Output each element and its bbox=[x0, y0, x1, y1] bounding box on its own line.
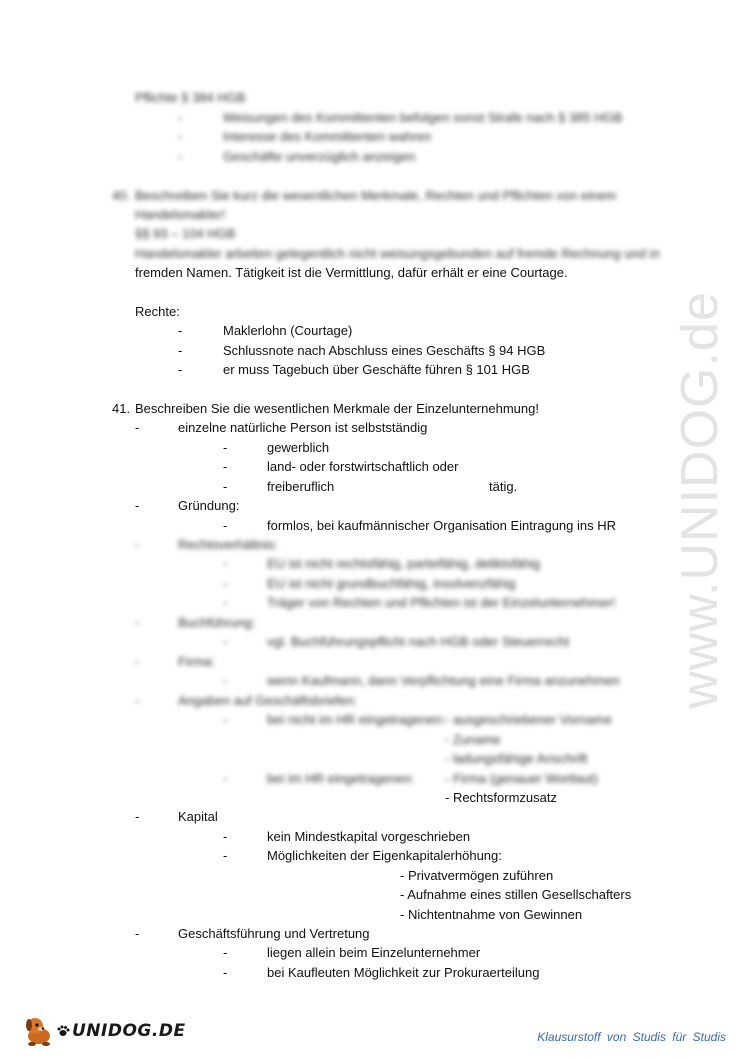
list-item: EU ist nicht rechtsfähig, parteifähig, deliktsfähig bbox=[267, 556, 541, 571]
list-item: Geschäfte unverzüglich anzeigen bbox=[223, 149, 416, 164]
list-item: Schlussnote nach Abschluss eines Geschäfts § 94 HGB bbox=[223, 343, 546, 358]
list-dash: - bbox=[223, 634, 228, 649]
list-dash: - bbox=[135, 926, 140, 941]
list-item: er muss Tagebuch über Geschäfte führen § 101 HGB bbox=[223, 362, 530, 377]
list-dash: - bbox=[178, 323, 183, 338]
list-dash: - bbox=[135, 498, 140, 513]
list-item: vgl. Buchführungspflicht nach HGB oder Steuerrecht bbox=[267, 634, 570, 649]
list-subitem: - Firma (genauer Wortlaut) bbox=[445, 771, 598, 786]
list-item: liegen allein beim Einzelunternehmer bbox=[267, 945, 481, 960]
list-dash: - bbox=[223, 595, 228, 610]
list-dash: - bbox=[135, 420, 140, 435]
list-dash: - bbox=[178, 129, 183, 144]
list-subitem: - ladungsfähige Anschrift bbox=[445, 751, 588, 766]
list-dash: - bbox=[135, 654, 140, 669]
paragraph-reference: §§ 93 – 104 HGB bbox=[135, 226, 236, 241]
list-dash: - bbox=[223, 556, 228, 571]
footer-slogan: Klausurstoff von Studis für Studis bbox=[537, 1030, 726, 1044]
question-number: 41. bbox=[112, 401, 131, 416]
gf-heading: Geschäftsführung und Vertretung bbox=[178, 926, 370, 941]
list-item: gewerblich bbox=[267, 440, 330, 455]
question-text: Handelsmakler! bbox=[135, 207, 226, 222]
list-item: Möglichkeiten der Eigenkapitalerhöhung: bbox=[267, 848, 502, 863]
list-item: EU ist nicht grundbuchfähig, insolvenzfähig bbox=[267, 576, 516, 591]
question-text: Beschreiben Sie die wesentlichen Merkmale der Einzelunternehmung! bbox=[135, 401, 539, 416]
kapital-heading: Kapital bbox=[178, 809, 218, 824]
list-item: kein Mindestkapital vorgeschrieben bbox=[267, 829, 471, 844]
intro-text: fremden Namen. Tätigkeit ist die Vermittlung, dafür erhält er eine Courtage. bbox=[135, 265, 568, 280]
list-item: Maklerlohn (Courtage) bbox=[223, 323, 353, 338]
list-item: formlos, bei kaufmännischer Organisation Eintragung ins HR bbox=[267, 518, 617, 533]
list-subitem: - Zuname bbox=[445, 732, 501, 747]
list-item: land- oder forstwirtschaftlich oder bbox=[267, 459, 459, 474]
list-item: freiberuflich bbox=[267, 479, 335, 494]
buchfuehrung-heading: Buchführung: bbox=[178, 615, 256, 630]
angaben-heading: Angaben auf Geschäftsbriefen: bbox=[178, 693, 358, 708]
list-dash: - bbox=[223, 945, 228, 960]
list-dash: - bbox=[135, 615, 140, 630]
list-item: bei im HR eingetragenen: bbox=[267, 771, 415, 786]
list-dash: - bbox=[223, 712, 228, 727]
list-item: Weisungen des Kommittenten befolgen sonst Strafe nach § 385 HGB bbox=[223, 110, 623, 125]
intro-text: Handelsmakler arbeiten gelegentlich nicht weisungsgebunden auf fremde Rechnung und in bbox=[135, 246, 660, 261]
list-dash: - bbox=[135, 809, 140, 824]
list-item: wenn Kaufmann, dann Verpflichtung eine Firma anzunehmen bbox=[267, 673, 620, 688]
list-dash: - bbox=[178, 110, 183, 125]
list-item: Interesse des Kommittenten wahren bbox=[223, 129, 432, 144]
list-item: bei Kaufleuten Möglichkeit zur Prokuraerteilung bbox=[267, 965, 540, 980]
list-subitem: - Aufnahme eines stillen Gesellschafters bbox=[400, 887, 632, 902]
list-dash: - bbox=[223, 576, 228, 591]
list-dash: - bbox=[223, 518, 228, 533]
list-dash: - bbox=[223, 829, 228, 844]
list-subitem: - ausgeschriebener Vorname bbox=[445, 712, 612, 727]
list-dash: - bbox=[135, 537, 140, 552]
taetig-text: tätig. bbox=[489, 479, 518, 494]
watermark-text: www.UNIDOG.de bbox=[671, 291, 729, 709]
gruendung-heading: Gründung: bbox=[178, 498, 240, 513]
list-dash: - bbox=[223, 440, 228, 455]
list-dash: - bbox=[223, 479, 228, 494]
list-subitem: - Nichtentnahme von Gewinnen bbox=[400, 907, 583, 922]
question-number: 40. bbox=[112, 188, 131, 203]
list-dash: - bbox=[135, 693, 140, 708]
paw-icon bbox=[56, 1024, 70, 1038]
logo-text: UNIDOG.DE bbox=[72, 1021, 186, 1041]
rechte-heading: Rechte: bbox=[135, 304, 180, 319]
list-dash: - bbox=[223, 771, 228, 786]
list-subitem: - Privatvermögen zuführen bbox=[400, 868, 554, 883]
list-dash: - bbox=[223, 848, 228, 863]
list-item: Träger von Rechten und Pflichten ist der Einzelunternehmer! bbox=[267, 595, 616, 610]
kommission-pflichten-heading: Pflichte § 384 HGB bbox=[135, 90, 246, 105]
watermark bbox=[640, 265, 750, 735]
list-subitem: - Rechtsformzusatz bbox=[445, 790, 557, 805]
list-dash: - bbox=[223, 673, 228, 688]
unidog-logo[interactable] bbox=[22, 1013, 186, 1049]
list-dash: - bbox=[178, 343, 183, 358]
list-dash: - bbox=[223, 965, 228, 980]
dog-icon bbox=[22, 1014, 56, 1048]
list-item: bei nicht im HR eingetragenen: bbox=[267, 712, 446, 727]
rechtsverhaeltnis-heading: Rechtsverhältnis: bbox=[178, 537, 278, 552]
list-dash: - bbox=[223, 459, 228, 474]
list-dash: - bbox=[178, 362, 183, 377]
list-dash: - bbox=[178, 149, 183, 164]
list-item: einzelne natürliche Person ist selbstständig bbox=[178, 420, 428, 435]
firma-heading: Firma: bbox=[178, 654, 215, 669]
question-text: Beschreiben Sie kurz die wesentlichen Merkmale, Rechten und Pflichten von einem bbox=[135, 188, 617, 203]
